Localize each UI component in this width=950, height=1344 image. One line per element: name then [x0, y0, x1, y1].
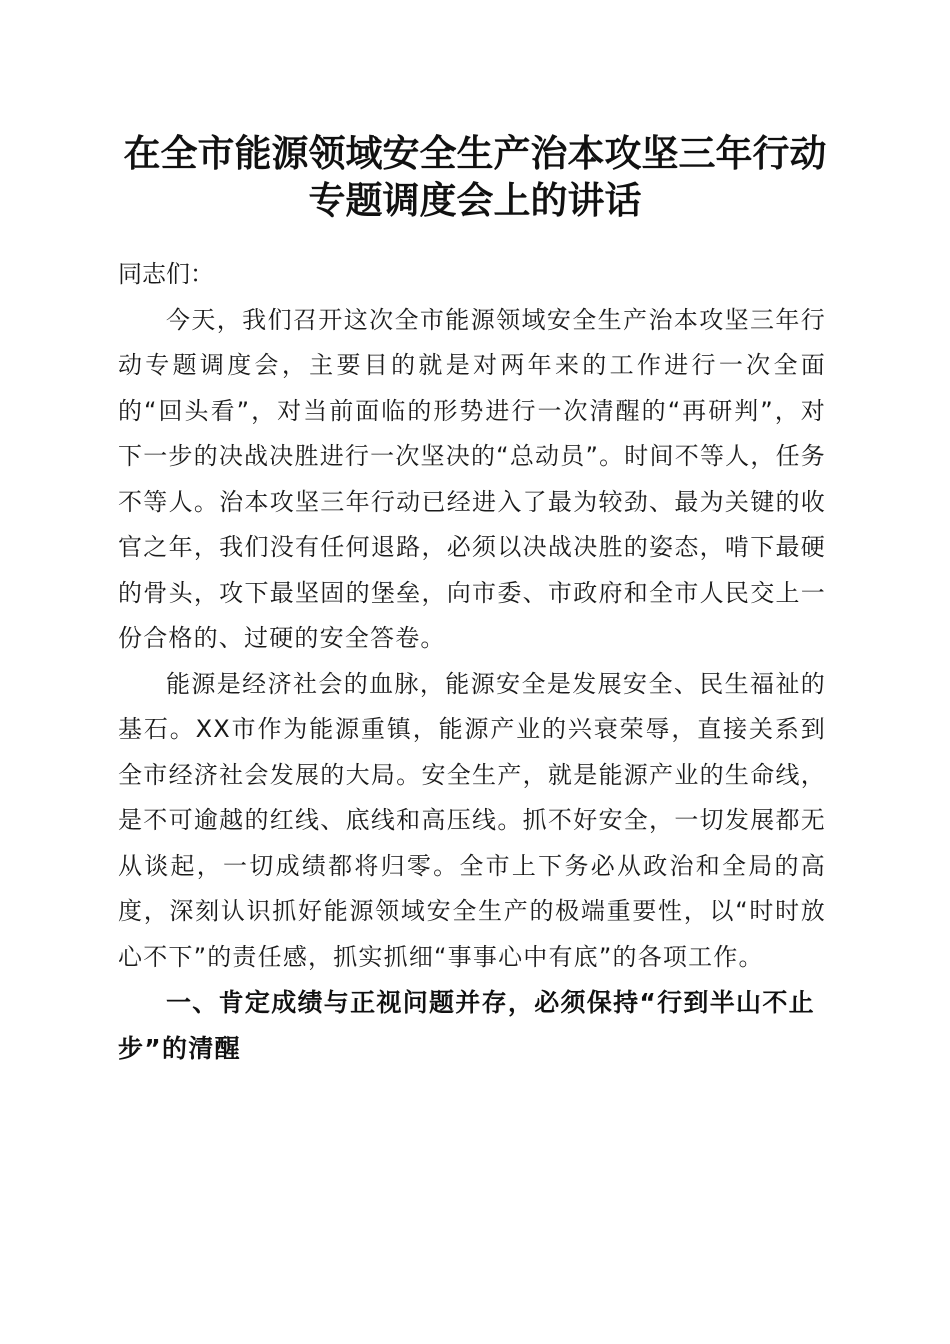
document-title: 在全市能源领域安全生产治本攻坚三年行动专题调度会上的讲话 [123, 131, 827, 222]
section-heading-1: 一、肯定成绩与正视问题并存，必须保持“行到半山不止步”的清醒 [118, 988, 815, 1063]
salutation: 同志们： [118, 260, 214, 288]
paragraph-energy-importance: 能源是经济社会的血脉，能源安全是发展安全、民生福祉的基石。XX市作为能源重镇，能源产业的兴衰荣辱，直接关系到全市经济社会发展的大局。安全生产，就是能源产业的生命线，是不可逾越的红线、底线和高压线。抓不好安全，一切发展都无从谈起，一切成绩都将归零。全市上下务必从政治和全局的高度，深刻认识抓好能源领域安全生产的极端重要性，以“时时放心不下”的责任感，抓实抓细“事事心中有底”的各项工作。 [118, 669, 826, 971]
document-body [118, 252, 826, 1071]
paragraph-opening: 今天，我们召开这次全市能源领域安全生产治本攻坚三年行动专题调度会，主要目的就是对两年来的工作进行一次全面的“回头看”，对当前面临的形势进行一次清醒的“再研判”，对下一步的决战决胜进行一次坚决的“总动员”。时间不等人，任务不等人。治本攻坚三年行动已经进入了最为较劲、最为关键的收官之年，我们没有任何退路，必须以决战决胜的姿态，啃下最硬的骨头，攻下最坚固的堡垒，向市委、市政府和全市人民交上一份合格的、过硬的安全答卷。 [118, 305, 826, 652]
